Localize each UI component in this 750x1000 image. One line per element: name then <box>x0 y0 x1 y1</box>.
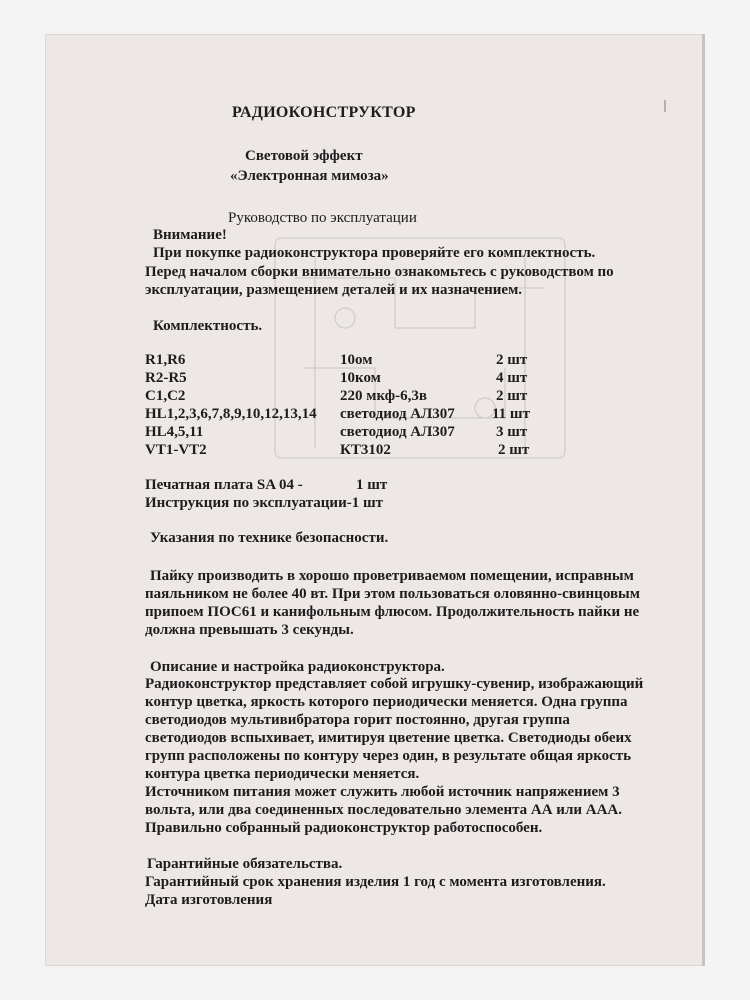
description-line: Правильно собранный радиоконструктор работоспособен. <box>145 820 543 836</box>
description-line: вольта, или два соединенных последовательно элемента АА или ААА. <box>145 802 622 818</box>
attention-label: Внимание! <box>153 227 227 243</box>
safety-line: должна превышать 3 секунды. <box>145 622 354 638</box>
description-line: групп расположены по контуру через один, в результате общая яркость <box>145 748 632 764</box>
part-ref: HL1,2,3,6,7,8,9,10,12,13,14 <box>145 406 317 422</box>
safety-line: припоем ПОС61 и канифольным флюсом. Продолжительность пайки не <box>145 604 640 620</box>
page-title: РАДИОКОНСТРУКТОР <box>232 104 416 121</box>
part-value: 10ком <box>340 370 381 386</box>
warranty-heading: Гарантийные обязательства. <box>147 856 343 872</box>
instruction-line: Инструкция по эксплуатации-1 шт <box>145 495 383 511</box>
part-qty: 11 шт <box>492 406 530 422</box>
description-heading: Описание и настройка радиоконструктора. <box>150 659 445 675</box>
description-line: контура цветка периодически меняется. <box>145 766 420 782</box>
edge-mark <box>664 100 666 112</box>
intro-line: При покупке радиоконструктора проверяйте его комплектность. <box>153 245 596 261</box>
part-qty: 2 шт <box>496 388 528 404</box>
safety-heading: Указания по технике безопасности. <box>150 530 389 546</box>
part-qty: 2 шт <box>496 352 528 368</box>
part-value: 220 мкф-6,3в <box>340 388 427 404</box>
safety-line: Пайку производить в хорошо проветриваемом помещении, исправным <box>150 568 634 584</box>
description-line: Радиоконструктор представляет собой игрушку-сувенир, изображающий <box>145 676 644 692</box>
part-value: светодиод АЛ307 <box>340 406 455 422</box>
subtitle-product: «Электронная мимоза» <box>230 168 389 184</box>
part-ref: R2-R5 <box>145 370 187 386</box>
part-qty: 2 шт <box>498 442 530 458</box>
pcb-line: Печатная плата SA 04 - <box>145 477 303 493</box>
completeness-heading: Комплектность. <box>153 318 263 334</box>
part-ref: R1,R6 <box>145 352 186 368</box>
part-ref: HL4,5,11 <box>145 424 204 440</box>
description-line: Источником питания может служить любой источник напряжением 3 <box>145 784 620 800</box>
subtitle-effect: Световой эффект <box>245 148 363 164</box>
part-qty: 3 шт <box>496 424 528 440</box>
date-line: Дата изготовления <box>145 892 273 908</box>
description-line: светодиодов вспыхивает, имитируя цветение цветка. Светодиоды обеих <box>145 730 632 746</box>
part-qty: 4 шт <box>496 370 528 386</box>
part-value: светодиод АЛ307 <box>340 424 455 440</box>
part-value: КТ3102 <box>340 442 391 458</box>
description-line: светодиодов мультивибратора горит постоянно, другая группа <box>145 712 570 728</box>
description-line: контур цветка, яркость которого периодически меняется. Одна группа <box>145 694 628 710</box>
intro-line: эксплуатации, размещением деталей и их назначением. <box>145 282 523 298</box>
part-value: 10ом <box>340 352 373 368</box>
part-ref: VT1-VT2 <box>145 442 207 458</box>
part-ref: C1,C2 <box>145 388 186 404</box>
warranty-line: Гарантийный срок хранения изделия 1 год с момента изготовления. <box>145 874 606 890</box>
manual-heading: Руководство по эксплуатации <box>228 210 417 226</box>
safety-line: паяльником не более 40 вт. При этом пользоваться оловянно-свинцовым <box>145 586 640 602</box>
pcb-qty: 1 шт <box>356 477 388 493</box>
intro-line: Перед началом сборки внимательно ознакомьтесь с руководством по <box>145 264 614 280</box>
